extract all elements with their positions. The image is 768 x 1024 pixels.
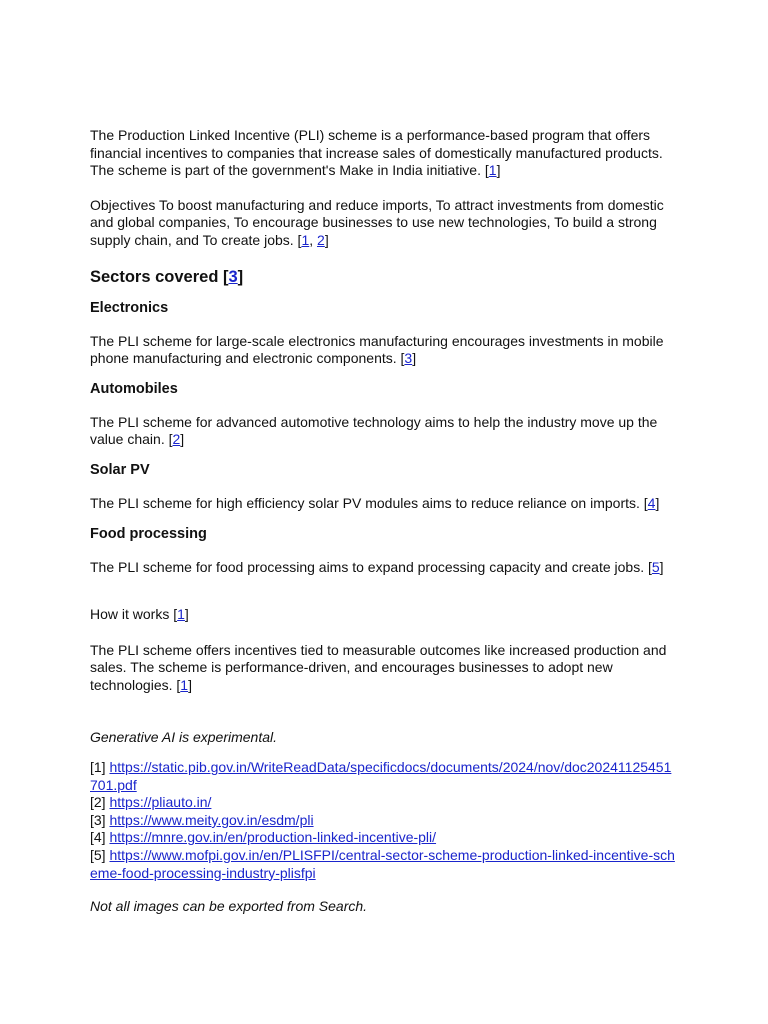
reference-link[interactable]: https://static.pib.gov.in/WriteReadData/specificdocs/documents/2024/nov/doc20241125451701.pdf	[90, 759, 672, 793]
sectors-heading	[90, 267, 678, 287]
sectors-heading-text: Sectors covered [	[90, 267, 229, 286]
sector-title: Electronics	[90, 299, 169, 316]
reference-link[interactable]: https://www.mofpi.gov.in/en/PLISFPI/central-sector-scheme-production-linked-incentive-scheme-food-processing-industry-plisfpi	[90, 847, 675, 881]
citation-separator: ,	[309, 231, 318, 248]
reference-item	[90, 759, 678, 794]
citation-link-5[interactable]: 5	[651, 558, 660, 575]
intro-text: The Production Linked Incentive (PLI) scheme is a performance-based program that offers financial incentives to companies that increase sales of domestically manufactured products. The scheme is part of the government's Make in India initiative. [	[90, 127, 663, 179]
reference-item	[90, 812, 678, 830]
sector-description	[90, 559, 678, 577]
citation-close: ]	[496, 162, 501, 179]
how-it-works-paragraph	[90, 642, 678, 695]
sector-title: Solar PV	[90, 461, 150, 478]
how-it-works-text: How it works [	[90, 606, 178, 623]
sector-description	[90, 495, 678, 513]
citation-link-1[interactable]: 1	[301, 231, 310, 248]
sector-description-text: The PLI scheme for high efficiency solar PV modules aims to reduce reliance on imports. [	[90, 494, 648, 511]
reference-item	[90, 847, 678, 882]
export-note: Not all images can be exported from Search.	[90, 898, 368, 915]
citation-link-2[interactable]: 2	[317, 231, 325, 248]
sector-automobiles	[90, 380, 678, 449]
reference-number: [5]	[90, 847, 110, 864]
ai-disclaimer: Generative AI is experimental.	[90, 728, 278, 745]
citation-close: ]	[655, 494, 660, 511]
citation-close: ]	[188, 676, 192, 693]
sector-title: Food processing	[90, 525, 207, 542]
reference-link[interactable]: https://www.meity.gov.in/esdm/pli	[109, 811, 314, 828]
reference-link[interactable]: https://mnre.gov.in/en/production-linked-incentive-pli/	[109, 829, 437, 846]
sector-description-text: The PLI scheme for large-scale electronics manufacturing encourages investments in mobile phone manufacturing and electronic components. [	[90, 332, 664, 367]
citation-close: ]	[180, 431, 185, 448]
reference-item	[90, 794, 678, 812]
how-it-works-description: The PLI scheme offers incentives tied to measurable outcomes like increased production and sales. The scheme is performance-driven, and encourages businesses to adopt new technologies. [	[90, 641, 667, 693]
sector-solar-pv	[90, 461, 678, 513]
citation-close: ]	[184, 606, 189, 623]
citation-close: ]	[237, 267, 244, 286]
citation-link-4[interactable]: 4	[647, 494, 656, 511]
sector-title: Automobiles	[90, 380, 178, 397]
sector-description	[90, 414, 678, 449]
reference-number: [4]	[90, 829, 110, 846]
how-it-works-label	[90, 606, 678, 624]
sector-food-processing	[90, 525, 678, 577]
citation-link-1[interactable]: 1	[488, 162, 497, 179]
sector-description-text: The PLI scheme for food processing aims to expand processing capacity and create jobs. [	[90, 558, 652, 575]
citation-close: ]	[324, 231, 329, 248]
citation-link-1[interactable]: 1	[177, 606, 185, 623]
sector-description	[90, 333, 678, 368]
citation-close: ]	[659, 558, 664, 575]
objectives-text: Objectives To boost manufacturing and reduce imports, To attract investments from domestic and global companies, To encourage businesses to use new technologies, To build a strong supply chain, and To create jobs. [	[90, 196, 664, 248]
references-list	[90, 759, 678, 882]
reference-number: [1]	[90, 759, 110, 776]
citation-link-3[interactable]: 3	[404, 350, 413, 367]
objectives-paragraph	[90, 197, 678, 250]
citation-close: ]	[412, 350, 417, 367]
reference-number: [2]	[90, 794, 110, 811]
reference-number: [3]	[90, 811, 110, 828]
intro-paragraph	[90, 127, 678, 180]
citation-link-3[interactable]: 3	[228, 267, 238, 286]
sector-description-text: The PLI scheme for advanced automotive technology aims to help the industry move up the value chain. [	[90, 413, 658, 448]
reference-link[interactable]: https://pliauto.in/	[109, 794, 212, 811]
reference-item	[90, 829, 678, 847]
citation-link-2[interactable]: 2	[172, 431, 181, 448]
citation-link-1[interactable]: 1	[180, 676, 189, 693]
sector-electronics	[90, 299, 678, 368]
